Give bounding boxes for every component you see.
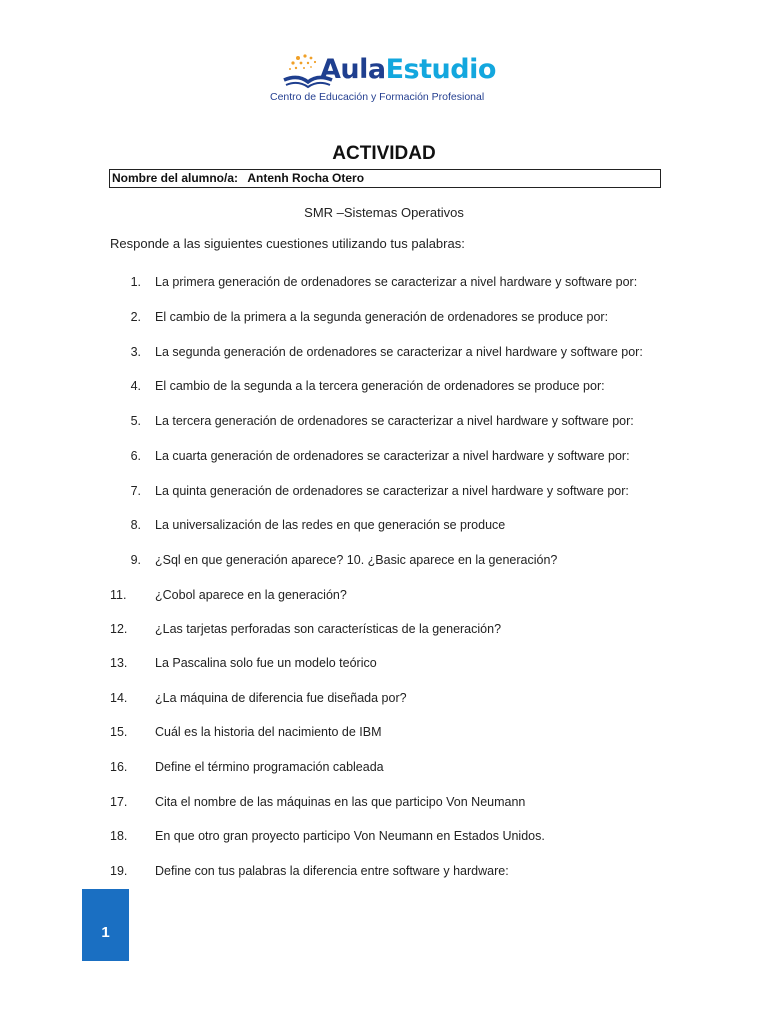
question-number: 5.	[130, 414, 141, 428]
question-text: La cuarta generación de ordenadores se caracterizar a nivel hardware y software por:	[155, 449, 630, 463]
question-number: 7.	[130, 484, 141, 498]
question-text: Define con tus palabras la diferencia entre software y hardware:	[155, 864, 509, 878]
question-number: 17.	[110, 795, 128, 809]
question-number: 18.	[110, 829, 128, 843]
question-number: 12.	[110, 622, 128, 636]
list-item	[0, 622, 768, 640]
list-item	[0, 553, 768, 571]
list-item	[0, 795, 768, 813]
question-number: 2.	[130, 310, 141, 324]
list-item	[0, 449, 768, 467]
logo-word-aula: Aula	[320, 54, 386, 85]
student-name-box	[109, 169, 661, 188]
page-number-badge	[82, 889, 129, 961]
question-number: 16.	[110, 760, 128, 774]
question-text: La quinta generación de ordenadores se caracterizar a nivel hardware y software por:	[155, 484, 629, 498]
list-item	[0, 864, 768, 882]
list-item	[0, 414, 768, 432]
list-item	[0, 310, 768, 328]
logo-word-estudio: Estudio	[385, 54, 496, 85]
question-text: En que otro gran proyecto participo Von Neumann en Estados Unidos.	[155, 829, 545, 843]
question-text: El cambio de la segunda a la tercera generación de ordenadores se produce por:	[155, 379, 605, 393]
question-text: El cambio de la primera a la segunda generación de ordenadores se produce por:	[155, 310, 609, 324]
question-text: ¿Sql en que generación aparece? 10. ¿Basic aparece en la generación?	[155, 553, 558, 567]
question-number: 9.	[130, 553, 141, 567]
question-text: ¿Cobol aparece en la generación?	[155, 588, 347, 602]
page-number: 1	[101, 924, 110, 941]
list-item	[0, 829, 768, 847]
question-number: 8.	[130, 518, 141, 532]
list-item	[0, 484, 768, 502]
student-name-label: Nombre del alumno/a:	[112, 171, 239, 185]
list-item	[0, 518, 768, 536]
subject-line: SMR –Sistemas Operativos	[304, 205, 464, 220]
list-item	[0, 588, 768, 606]
question-text: La Pascalina solo fue un modelo teórico	[155, 656, 377, 670]
question-number: 6.	[130, 449, 141, 463]
student-name-value: Antenh Rocha Otero	[247, 171, 365, 185]
question-number: 4.	[130, 379, 141, 393]
question-number: 15.	[110, 725, 128, 739]
list-item	[0, 760, 768, 778]
question-number: 11.	[110, 588, 127, 602]
question-number: 1.	[130, 275, 141, 289]
list-item	[0, 275, 768, 293]
question-text: La tercera generación de ordenadores se caracterizar a nivel hardware y software por:	[155, 414, 634, 428]
question-text: ¿La máquina de diferencia fue diseñada por?	[155, 691, 407, 705]
list-item	[0, 379, 768, 397]
question-text: ¿Las tarjetas perforadas son características de la generación?	[155, 622, 502, 636]
logo-subtitle: Centro de Educación y Formación Profesional	[270, 91, 485, 103]
aulaestudio-logo	[268, 50, 508, 110]
list-item	[0, 725, 768, 743]
question-number: 19.	[110, 864, 128, 878]
question-number: 3.	[130, 345, 141, 359]
list-item	[0, 656, 768, 674]
question-text: Cita el nombre de las máquinas en las que participo Von Neumann	[155, 795, 526, 809]
question-text: La segunda generación de ordenadores se caracterizar a nivel hardware y software por:	[155, 345, 643, 359]
question-number: 13.	[110, 656, 128, 670]
question-text: Cuál es la historia del nacimiento de IBM	[155, 725, 382, 739]
question-number: 14.	[110, 691, 128, 705]
question-text: La primera generación de ordenadores se caracterizar a nivel hardware y software por:	[155, 275, 638, 289]
question-text: Define el término programación cableada	[155, 760, 384, 774]
question-text: La universalización de las redes en que generación se produce	[155, 518, 506, 532]
page-title: ACTIVIDAD	[332, 143, 436, 164]
instructions: Responde a las siguientes cuestiones utilizando tus palabras:	[110, 236, 465, 251]
logo-wordmark	[320, 56, 496, 83]
list-item	[0, 345, 768, 363]
list-item	[0, 691, 768, 709]
